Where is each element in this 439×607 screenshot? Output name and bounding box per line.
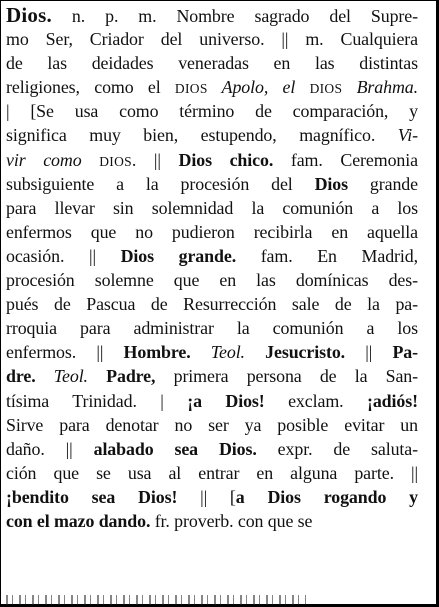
text-line <box>6 461 418 485</box>
small-caps-text: DIOS <box>309 81 343 97</box>
headword-text: ¡a Dios! <box>187 390 265 411</box>
body-text: primera persona de la San- <box>155 366 419 387</box>
text-line <box>6 389 418 413</box>
italic-text: vir como <box>6 149 82 170</box>
headword-text: con el mazo dando. <box>6 510 151 531</box>
body-text: daño. || <box>6 438 94 459</box>
body-text: subsiguiente a la procesión del <box>6 173 315 194</box>
text-line <box>6 51 418 75</box>
text-line <box>6 340 418 364</box>
headword-text: a Dios rogando y <box>235 486 418 507</box>
body-text: fam. En Madrid, <box>236 245 418 266</box>
body-text: exclam. <box>264 390 367 411</box>
body-text <box>191 342 211 362</box>
text-line <box>6 268 418 292</box>
text-line <box>6 244 418 268</box>
text-line <box>6 75 418 99</box>
body-text: || [ <box>177 486 236 507</box>
body-text: enfermos que no pudieron recibirla en aquella <box>6 221 418 242</box>
text-line <box>6 148 418 172</box>
italic-text: Vi- <box>397 125 418 146</box>
text-line <box>6 220 418 244</box>
italic-text: Teol. <box>210 342 245 363</box>
body-text: || <box>345 342 393 363</box>
body-text <box>88 366 106 386</box>
text-line <box>6 509 418 533</box>
body-text: . || <box>131 149 179 170</box>
small-caps-text: DIOS <box>174 81 208 97</box>
small-caps-text: DIOS <box>99 153 132 169</box>
text-line <box>6 172 418 196</box>
headword-text: Dios <box>314 173 348 194</box>
headword-text: Dios. <box>6 3 52 27</box>
body-text: pués de Pascua de Resurrección sale de la pa- <box>6 294 418 315</box>
headword-text: alabado sea Dios. <box>93 438 257 459</box>
text-line <box>6 99 418 123</box>
body-text: de las deidades veneradas en las distintas <box>6 53 418 74</box>
body-text <box>245 342 265 362</box>
headword-text: Dios grande. <box>120 245 237 266</box>
body-text: fam. Ceremonia <box>273 149 418 170</box>
text-line <box>6 437 418 461</box>
body-text: ción que se usa al entrar en alguna parte. || <box>6 462 418 483</box>
body-text: Sirve para denotar no ser ya posible evitar un <box>6 414 418 435</box>
body-text: significa muy bien, estupendo, magnífico. <box>6 125 398 146</box>
body-text: | [Se usa como término de comparación, y <box>6 101 418 122</box>
body-text: fr. proverb. con que se <box>150 510 313 531</box>
italic-text: Brahma. <box>342 77 418 98</box>
body-text: rroquia para administrar la comunión a <box>6 318 375 339</box>
text-line <box>6 27 418 51</box>
body-text: grande <box>348 173 418 194</box>
italic-text: Teol. <box>53 366 88 387</box>
cut-off-line <box>6 595 306 605</box>
headword-text: ¡adiós! <box>366 390 418 411</box>
text-line <box>6 485 418 509</box>
body-text: procesión solemne que en las domínicas des- <box>6 270 418 291</box>
text-line <box>6 364 418 388</box>
italic-text: Apolo, el <box>207 77 310 98</box>
headword-text: Dios chico. <box>178 149 274 170</box>
dictionary-entry <box>6 3 418 533</box>
headword-text: Pa- <box>392 342 418 363</box>
body-text: tísima Trinidad. | <box>6 390 188 411</box>
text-line <box>6 196 418 220</box>
body-text: ocasión. || <box>6 245 121 266</box>
headword-text: ¡bendito sea Dios! <box>6 486 178 507</box>
body-text: religiones, como el <box>6 77 175 98</box>
headword-text: Jesucristo. <box>265 342 346 363</box>
text-line <box>6 3 418 27</box>
body-text <box>36 366 54 386</box>
text-line <box>6 413 418 437</box>
body-text: los <box>374 318 419 339</box>
headword-text: Hombre. <box>123 342 191 363</box>
text-line <box>6 316 418 340</box>
body-text: n. p. m. Nombre sagrado del Supre- <box>51 6 418 26</box>
body-text: expr. de saluta- <box>256 438 418 459</box>
headword-text: dre. <box>6 366 36 387</box>
body-text: para llevar sin solemnidad la comunión a los <box>6 197 418 218</box>
headword-text: Padre, <box>106 366 156 387</box>
body-text <box>82 150 100 170</box>
body-text: mo Ser, Criador del universo. || m. Cualquiera <box>6 29 418 50</box>
text-line <box>6 292 418 316</box>
body-text: enfermos. || <box>6 342 124 363</box>
text-line <box>6 123 418 147</box>
